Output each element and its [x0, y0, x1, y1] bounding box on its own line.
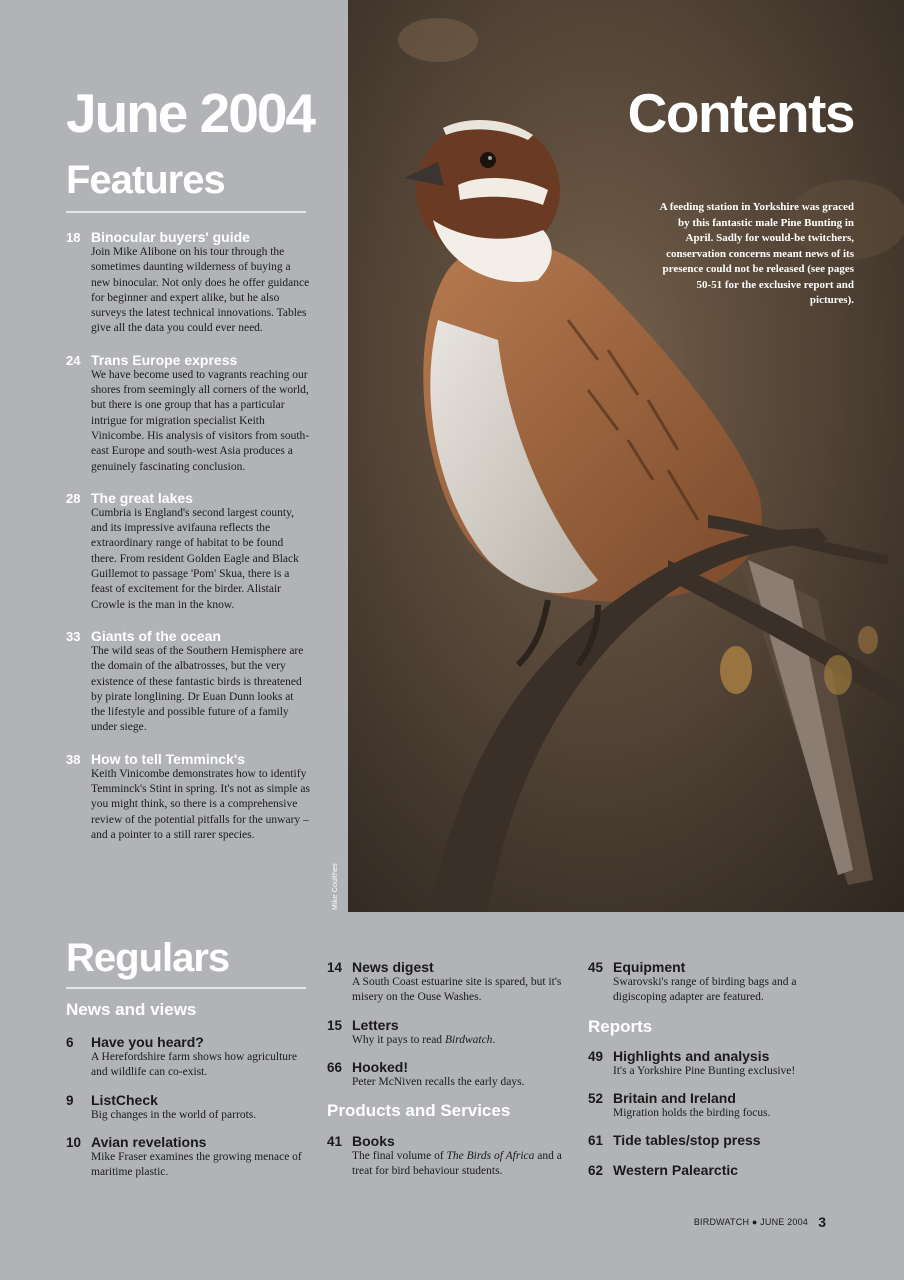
- regular-page: 62: [588, 1163, 604, 1179]
- feature-item[interactable]: [66, 628, 310, 736]
- regular-text: The final volume of The Birds of Africa and a treat for bird behaviour students.: [352, 1150, 562, 1178]
- regular-text: Why it pays to read Birdwatch.: [352, 1033, 496, 1046]
- regular-title: Avian revelations: [91, 1133, 207, 1150]
- regular-title: Tide tables/stop press: [613, 1132, 761, 1149]
- regular-page: 45: [588, 960, 604, 975]
- regular-title: News digest: [352, 959, 434, 975]
- regular-text: It's a Yorkshire Pine Bunting exclusive!: [613, 1064, 796, 1077]
- regular-item[interactable]: [327, 959, 572, 1006]
- regular-title: Equipment: [613, 959, 686, 975]
- products-services-heading: Products and Services: [327, 1101, 511, 1121]
- regular-item[interactable]: [327, 1059, 572, 1090]
- regular-page: 66: [327, 1059, 343, 1075]
- feature-title: The great lakes: [91, 489, 193, 506]
- photo-caption: A feeding station in Yorkshire was graced by this fantastic male Pine Bunting in April. Sadly for would-be twitchers, conservation concerns meant news of its presence could not be released (see pages 50-51 for the exclusive report and pictures).: [659, 201, 854, 306]
- regular-text: Swarovski's range of birding bags and a digiscoping adapter are featured.: [613, 976, 797, 1004]
- regular-title: Have you heard?: [91, 1034, 204, 1050]
- regular-page: 14: [327, 960, 343, 975]
- feature-page: 24: [66, 352, 81, 368]
- regular-item[interactable]: [588, 1090, 838, 1121]
- reports-heading: Reports: [588, 1016, 653, 1036]
- regular-item[interactable]: [588, 1132, 838, 1148]
- issue-title: June 2004: [66, 82, 315, 144]
- regular-item[interactable]: [588, 1162, 838, 1178]
- regulars-column-1: [66, 1000, 311, 1191]
- regular-page: 61: [588, 1133, 604, 1149]
- regulars-heading: Regulars: [66, 936, 230, 980]
- regular-page: 6: [66, 1035, 74, 1050]
- regular-title: Western Palearctic: [613, 1162, 739, 1179]
- regular-title: Highlights and analysis: [613, 1047, 770, 1064]
- regulars-column-2: [327, 959, 572, 1191]
- feature-page: 28: [66, 490, 81, 506]
- feature-text: Cumbria is England's second largest county, and its impressive avifauna reflects the extraordinary range of habitat to be found there. From resident Golden Eagle and Black Guillemot to passage 'Pom' Skua, there is a feast of excitement for the birder. Alistair Crowle is the man in the know.: [91, 506, 299, 611]
- regular-text: Migration holds the birding focus.: [613, 1106, 771, 1119]
- features-divider: [66, 211, 306, 213]
- regular-item[interactable]: [588, 959, 838, 1006]
- regular-text: A South Coast estuarine site is spared, but it's misery on the Ouse Washes.: [352, 976, 562, 1004]
- features-heading: Features: [66, 158, 225, 202]
- regular-item[interactable]: [66, 1034, 311, 1081]
- regular-page: 52: [588, 1090, 604, 1106]
- feature-title: Trans Europe express: [91, 351, 238, 368]
- regular-title: ListCheck: [91, 1091, 158, 1108]
- regular-title: Hooked!: [352, 1058, 408, 1075]
- regulars-divider: [66, 987, 306, 989]
- regular-item[interactable]: [327, 1133, 572, 1180]
- feature-page: 33: [66, 628, 81, 644]
- regular-page: 10: [66, 1134, 82, 1150]
- news-views-heading: News and views: [66, 1000, 197, 1019]
- feature-page: 18: [66, 230, 81, 245]
- feature-title: Giants of the ocean: [91, 627, 221, 644]
- feature-text: The wild seas of the Southern Hemisphere are the domain of the albatrosses, but the very existence of these fantastic birds is threatened by pirate longlining. Dr Euan Dunn looks at the lifestyle and possible future of a family under siege.: [91, 644, 304, 734]
- page-number: 3: [818, 1214, 826, 1230]
- photo-credit: Mike Coulthes: [332, 863, 339, 910]
- regular-page: 15: [327, 1017, 343, 1033]
- feature-title: How to tell Temminck's: [91, 750, 245, 767]
- feature-item[interactable]: [66, 352, 310, 475]
- regulars-column-3: [588, 959, 838, 1189]
- regular-item[interactable]: [327, 1017, 572, 1048]
- feature-title: Binocular buyers' guide: [91, 229, 250, 245]
- regular-text: Peter McNiven recalls the early days.: [352, 1075, 525, 1088]
- regular-page: 49: [588, 1048, 604, 1064]
- contents-title: Contents: [627, 82, 854, 144]
- regular-text: A Herefordshire farm shows how agriculture and wildlife can co-exist.: [91, 1051, 297, 1079]
- regular-page: 41: [327, 1134, 343, 1150]
- regular-page: 9: [66, 1092, 74, 1108]
- regular-item[interactable]: [66, 1134, 311, 1181]
- footer-magazine: BIRDWATCH ● JUNE 2004: [693, 1217, 808, 1227]
- feature-item[interactable]: [66, 490, 310, 613]
- regular-item[interactable]: [66, 1092, 311, 1123]
- feature-text: Join Mike Alibone on his tour through the sometimes daunting wilderness of buying a new binocular. Not only does he offer guidance for beginner and expert alike, but he also surveys the latest technical innovations. Tables give all the data you could ever need.: [91, 246, 310, 335]
- regular-title: Letters: [352, 1016, 399, 1033]
- features-list: [66, 229, 310, 858]
- regular-title: Britain and Ireland: [613, 1089, 736, 1106]
- regular-item[interactable]: [588, 1048, 838, 1079]
- regular-text: Mike Fraser examines the growing menace of maritime plastic.: [91, 1150, 302, 1179]
- feature-item[interactable]: [66, 751, 310, 843]
- regular-title: Books: [352, 1133, 395, 1150]
- regular-text: Big changes in the world of parrots.: [91, 1108, 257, 1121]
- feature-text: Keith Vinicombe demonstrates how to identify Temminck's Stint in spring. It's not as simple as you might think, so there is a comprehensive review of the potential pitfalls for the unwary – and a pointer to a still rarer species.: [91, 767, 310, 841]
- feature-text: We have become used to vagrants reaching our shores from seemingly all corners of the world, but there is one group that has a particular intrigue for migration specialist Keith Vinicombe. His analysis of visitors from south-east Europe and south-west Asia produces a genuinely fascinating conclusion.: [91, 368, 310, 473]
- feature-page: 38: [66, 751, 81, 767]
- feature-item[interactable]: [66, 229, 310, 337]
